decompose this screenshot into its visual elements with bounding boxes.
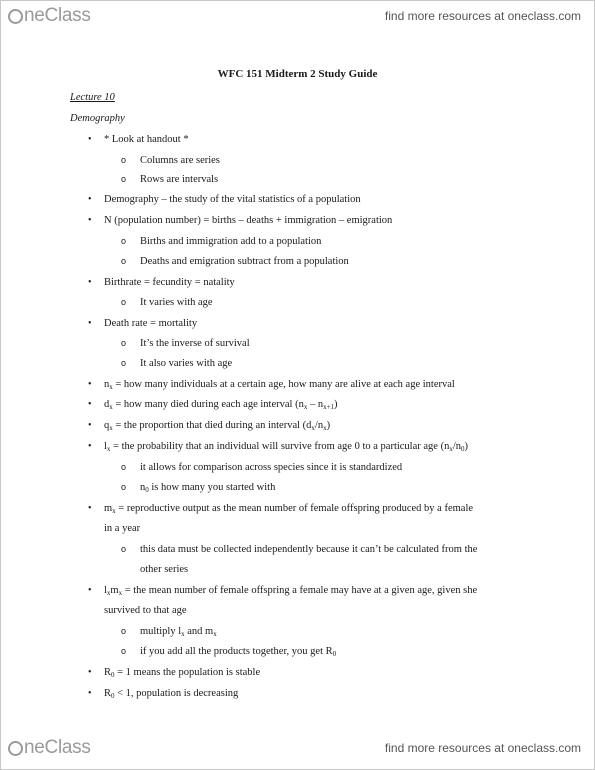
sub-bullet: o [121, 174, 127, 184]
subscript: x [109, 403, 113, 411]
header-resources-link[interactable]: find more resources at oneclass.com [384, 9, 581, 23]
sub-list-item: It’s the inverse of survival [140, 338, 250, 349]
sub-list-item: Deaths and emigration subtract from a population [140, 256, 349, 267]
document-title: WFC 151 Midterm 2 Study Guide [217, 68, 378, 80]
oneclass-logo[interactable] [8, 5, 91, 27]
text-span: m [110, 585, 119, 596]
text-span: n [104, 379, 110, 390]
list-item [104, 687, 534, 700]
sub-list-item: Rows are intervals [140, 174, 219, 185]
sub-list-item: this data must be collected independently because it can’t be calculated from the [140, 544, 478, 555]
bullet: • [88, 420, 92, 431]
list-item [104, 502, 534, 515]
subscript: x+1 [323, 403, 335, 411]
sub-list-item: Columns are series [140, 155, 220, 166]
sub-bullet: o [121, 482, 127, 492]
subscript: 0 [461, 445, 465, 453]
text-span: m [104, 503, 113, 514]
sub-bullet: o [121, 236, 127, 246]
list-item: * Look at handout * [104, 134, 189, 145]
section-heading: Demography [70, 113, 125, 124]
text-span: q [104, 420, 110, 431]
list-item: Birthrate = fecundity = natality [104, 277, 235, 288]
bullet: • [88, 215, 92, 226]
bullet: • [88, 318, 92, 329]
sub-bullet: o [121, 646, 127, 656]
subscript: x [449, 445, 453, 453]
list-item [104, 440, 544, 453]
subscript: x [118, 589, 123, 597]
bullet: • [88, 585, 92, 596]
subscript: x [311, 424, 315, 432]
sub-list-item: It also varies with age [140, 358, 233, 369]
bullet: • [88, 503, 92, 514]
sub-list-item [140, 625, 540, 638]
bullet: • [88, 441, 92, 452]
text-span: < 1, population is decreasing [114, 688, 239, 699]
sub-bullet: o [121, 297, 127, 307]
subscript: x [106, 445, 111, 453]
subscript: 0 [111, 671, 115, 679]
text-span: = how many died during each age interval (n [112, 399, 304, 410]
subscript: x [303, 403, 308, 411]
logo-text: neClass [24, 5, 91, 26]
bullet: • [88, 277, 92, 288]
sub-bullet: o [121, 155, 127, 165]
bullet: • [88, 134, 92, 145]
bullet: • [88, 667, 92, 678]
text-span: ) [464, 441, 469, 452]
subscript: x [109, 424, 113, 432]
text-span: = reproductive output as the mean number of female offspring produced by a female [115, 503, 474, 514]
text-span: = 1 means the population is stable [114, 667, 261, 678]
text-span: = how many individuals at a certain age, how many are alive at each age interval [112, 379, 455, 390]
list-item [104, 398, 534, 411]
text-span: /n [314, 420, 324, 431]
subscript: 0 [332, 650, 337, 658]
text-span: is how many you started with [148, 482, 276, 493]
list-item-continuation: survived to that age [104, 605, 187, 616]
sub-bullet: o [121, 544, 127, 554]
list-item [104, 666, 534, 679]
sub-list-item: it allows for comparison across species since it is standardized [140, 462, 403, 473]
text-span: l [104, 441, 107, 452]
subscript: x [112, 507, 116, 515]
text-span: and m [184, 626, 214, 637]
list-item-continuation: in a year [104, 523, 141, 534]
bullet: • [88, 688, 92, 699]
text-span: = the mean number of female offspring a female may have at a given age, given she [122, 585, 478, 596]
sub-bullet: o [121, 338, 127, 348]
subscript: x [181, 630, 185, 638]
sub-list-item: Births and immigration add to a population [140, 236, 322, 247]
oneclass-footer-logo[interactable] [8, 737, 91, 759]
list-item [104, 378, 534, 391]
sub-list-item [140, 645, 540, 658]
text-span: R [104, 688, 112, 699]
sub-bullet: o [121, 256, 127, 266]
bullet: • [88, 379, 92, 390]
text-span: /n [452, 441, 462, 452]
lecture-heading: Lecture 10 [70, 92, 115, 103]
text-span: – n [307, 399, 324, 410]
bullet: • [88, 399, 92, 410]
sub-bullet: o [121, 462, 127, 472]
text-span: l [104, 585, 107, 596]
subscript: 0 [145, 486, 149, 494]
text-span: if you add all the products together, you get R [140, 646, 333, 657]
sub-bullet: o [121, 358, 127, 368]
text-span: = the probability that an individual will survive from age 0 to a particular age (n [110, 441, 450, 452]
sub-list-item-continuation: other series [140, 564, 189, 575]
sub-bullet: o [121, 626, 127, 636]
list-item: N (population number) = births – deaths + immigration – emigration [104, 215, 393, 226]
sub-list-item [140, 481, 540, 494]
logo-o-icon [8, 741, 23, 756]
list-item [104, 584, 534, 597]
subscript: x [109, 383, 113, 391]
text-span: ) [326, 420, 331, 431]
text-span: = the proportion that died during an interval (d [112, 420, 312, 431]
list-item: Death rate = mortality [104, 318, 198, 329]
text-span: R [104, 667, 112, 678]
footer-resources-link[interactable]: find more resources at oneclass.com [384, 741, 581, 755]
list-item [104, 419, 534, 432]
subscript: x [213, 630, 217, 638]
subscript: x [323, 424, 327, 432]
text-span: n [140, 482, 146, 493]
subscript: 0 [111, 692, 115, 700]
logo-text: neClass [24, 737, 91, 758]
subscript: x [106, 589, 111, 597]
logo-o-icon [8, 9, 23, 24]
bullet: • [88, 194, 92, 205]
sub-list-item: It varies with age [140, 297, 213, 308]
text-span: d [104, 399, 110, 410]
text-span: multiply l [140, 626, 182, 637]
text-span: ) [334, 399, 338, 410]
list-item: Demography – the study of the vital statistics of a population [104, 194, 361, 205]
